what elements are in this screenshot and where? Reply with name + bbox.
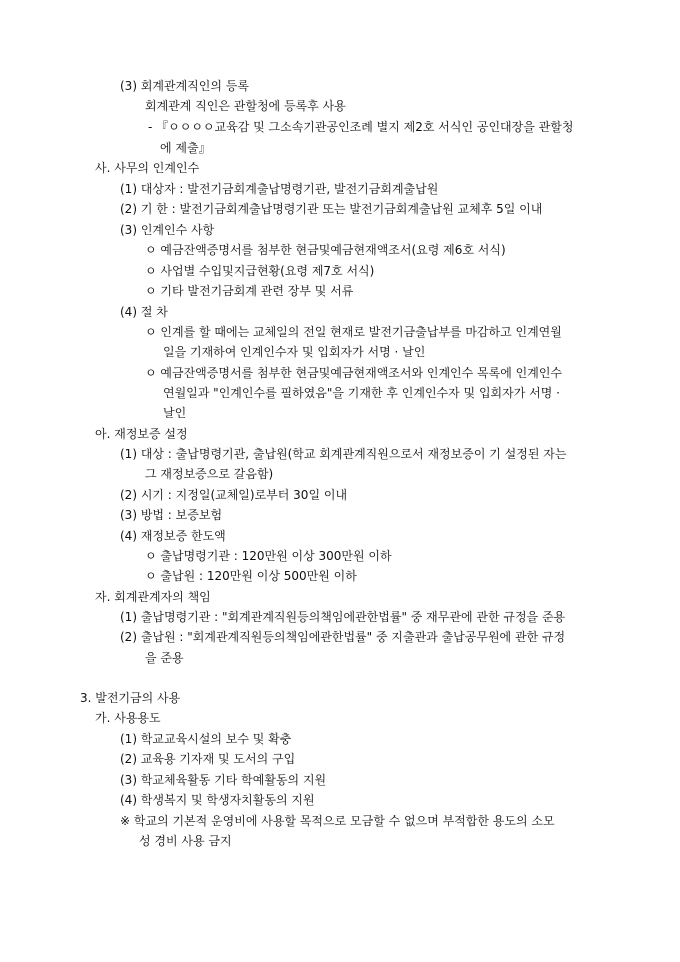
bullet-item: ㅇ 인계를 할 때에는 교체일의 전일 현재로 발전기금출납부를 마감하고 인계연월 <box>145 325 562 339</box>
note-text: ※ 학교의 기본적 운영비에 사용할 목적으로 모금할 수 없으며 부적합한 용도의 소모 <box>120 814 555 828</box>
bullet-item: ㅇ 사업별 수입및지급현황(요령 제7호 서식) <box>145 264 375 278</box>
list-item: (2) 시기 : 지정일(교체일)로부터 30일 이내 <box>120 488 348 502</box>
list-item: (3) 학교체육활동 기타 학예활동의 지원 <box>120 773 327 787</box>
chapter-heading-fund-usage: 3. 발전기금의 사용 <box>80 691 181 705</box>
bullet-item: ㅇ 출납명령기관 : 120만원 이상 300만원 이하 <box>145 549 392 563</box>
list-item: (2) 기 한 : 발전기금회계출납명령기관 또는 발전기금회계출납원 교체후 5일 이내 <box>120 202 543 216</box>
list-item: (4) 재정보증 한도액 <box>120 529 226 543</box>
list-item: (1) 출납명령기관 : "회계관계직원등의책임에관한법률" 중 재무관에 관한 규정을 준용 <box>120 610 566 624</box>
list-continuation: 을 준용 <box>145 651 184 665</box>
list-continuation: 그 재정보증으로 갈음함) <box>145 467 274 481</box>
section-heading-responsibility: 자. 회계관계자의 책임 <box>95 590 211 604</box>
body-text: - 『ㅇㅇㅇㅇ교육감 및 그소속기관공인조례 별지 제2호 서식인 공인대장을 관할청 <box>148 120 574 134</box>
list-item: (1) 대상 : 출납명령기관, 출납원(학교 회계관계직원으로서 재정보증이 기 설정된 자는 <box>120 447 567 461</box>
section-heading-handover: 사. 사무의 인계인수 <box>95 161 200 175</box>
list-item: (3) 인계인수 사항 <box>120 223 215 237</box>
list-item: (1) 학교교육시설의 보수 및 확충 <box>120 732 292 746</box>
bullet-item: ㅇ 예금잔액증명서를 첨부한 현금및예금현재액조서와 인계인수 목록에 인계인수 <box>145 366 563 380</box>
section-heading-fidelity-guarantee: 아. 재정보증 설정 <box>95 427 188 441</box>
bullet-continuation: 날인 <box>163 406 187 420</box>
bullet-continuation: 연월일과 "인계인수를 필하였음"을 기재한 후 인계인수자 및 입회자가 서명 · <box>163 386 560 400</box>
body-text: 에 제출』 <box>160 141 211 155</box>
list-item: (1) 대상자 : 발전기금회계출납명령기관, 발전기금회계출납원 <box>120 182 439 196</box>
list-item: (2) 출납원 : "회계관계직원등의책임에관한법률" 중 지출관과 출납공무원에 관한 규정 <box>120 630 566 644</box>
section-heading-seal-registration: (3) 회계관계직인의 등록 <box>120 79 249 93</box>
note-continuation: 성 경비 사용 금지 <box>139 834 232 848</box>
bullet-item: ㅇ 예금잔액증명서를 첨부한 현금및예금현재액조서(요령 제6호 서식) <box>145 243 506 257</box>
bullet-item: ㅇ 기타 발전기금회계 관련 장부 및 서류 <box>145 284 354 298</box>
list-item: (4) 학생복지 및 학생자치활동의 지원 <box>120 793 315 807</box>
list-item: (4) 절 차 <box>120 305 168 319</box>
body-text: 회계관계 직인은 관할청에 등록후 사용 <box>145 99 346 113</box>
list-item: (3) 방법 : 보증보험 <box>120 508 223 522</box>
list-item: (2) 교육용 기자재 및 도서의 구입 <box>120 752 296 766</box>
bullet-item: ㅇ 출납원 : 120만원 이상 500만원 이하 <box>145 569 357 583</box>
section-heading-purpose: 가. 사용용도 <box>95 711 161 725</box>
bullet-continuation: 일을 기재하여 인계인수자 및 입회자가 서명 · 날인 <box>163 345 426 359</box>
